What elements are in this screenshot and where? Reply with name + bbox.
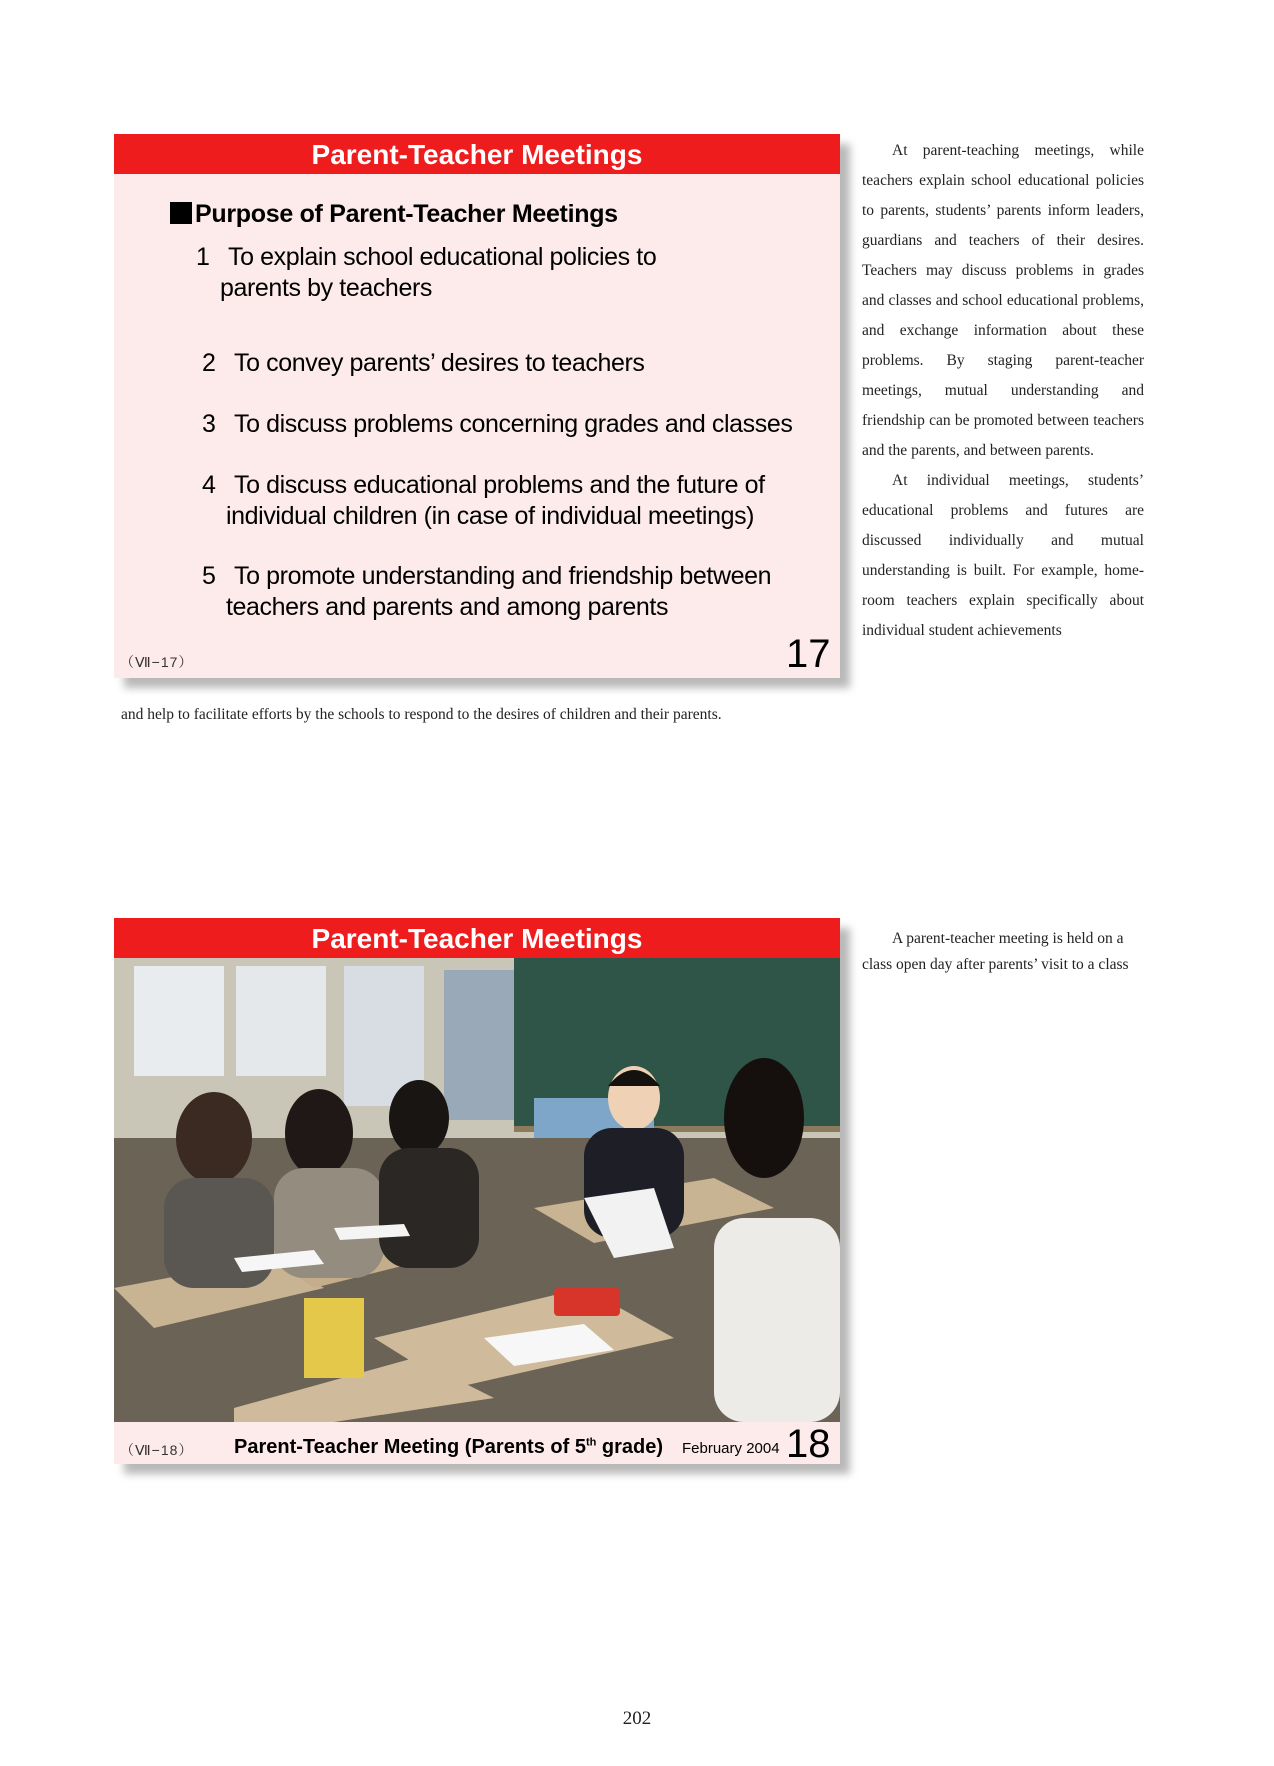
purpose-item-text: To promote understanding and friendship between (234, 562, 772, 590)
square-bullet-icon (170, 202, 192, 224)
slide-number: 17 (786, 632, 831, 676)
side-text-17 (862, 136, 1144, 646)
meeting-photo-illustration (114, 958, 840, 1422)
purpose-item-4 (202, 470, 765, 532)
purpose-item-text: To discuss educational problems and the future of (234, 471, 765, 499)
slide-18 (114, 918, 840, 1464)
photo-caption-text: Parent-Teacher Meeting (Parents of 5 (234, 1436, 586, 1458)
purpose-item-number: 4 (202, 471, 216, 499)
photo-date: February 2004 (682, 1440, 780, 1457)
purpose-item-number: 2 (202, 349, 216, 377)
side-paragraph: A parent-teacher meeting is held on a class open day after parents’ visit to a class (862, 930, 1129, 973)
purpose-item-number: 3 (202, 410, 216, 438)
purpose-item-number: 1 (196, 243, 210, 271)
purpose-item-text-cont: teachers and parents and among parents (226, 593, 669, 621)
purpose-item-text: To explain school educational policies to (228, 243, 657, 271)
slide-17 (114, 134, 840, 678)
side-paragraph: At individual meetings, students’ educational problems and futures are discussed individually and mutual understanding is built. For example, home-room teachers explain specifically about individual student achievements (862, 472, 1144, 639)
purpose-item-number: 5 (202, 562, 216, 590)
photo-caption-superscript: th (585, 1436, 597, 1449)
purpose-item-text: To convey parents’ desires to teachers (234, 349, 645, 377)
photo-caption (234, 1436, 663, 1459)
slide-17-header: Parent-Teacher Meetings (114, 134, 840, 174)
slide-code: （Ⅶ−17） (120, 654, 194, 670)
photo-caption-end: grade) (596, 1436, 664, 1458)
slide-code: （Ⅶ−18） (120, 1442, 194, 1458)
purpose-item-2 (202, 348, 644, 379)
purpose-item-5 (202, 561, 771, 623)
meeting-photo (114, 958, 840, 1422)
page-number: 202 (622, 1708, 652, 1729)
purpose-item-text: To discuss problems concerning grades and classes (234, 410, 793, 438)
purpose-item-1 (196, 242, 656, 304)
continuation-text: and help to facilitate efforts by the schools to respond to the desires of children and their parents. (121, 706, 722, 723)
purpose-heading-text: Purpose of Parent-Teacher Meetings (195, 200, 618, 228)
slide-number: 18 (786, 1422, 831, 1466)
purpose-item-text-cont: individual children (in case of individual meetings) (226, 502, 755, 530)
purpose-item-text-cont: parents by teachers (220, 274, 432, 302)
side-text-18 (862, 926, 1144, 978)
side-paragraph: At parent-teaching meetings, while teachers explain school educational policies to parents, students’ parents inform leaders, guardians and teachers of their desires. Teachers may discuss problems in grades and classes and school educational problems, and exchange information about these problems. By staging parent-teacher meetings, mutual understanding and friendship can be promoted between teachers and the parents, and between parents. (862, 142, 1144, 459)
purpose-heading (170, 200, 618, 229)
slide-18-header: Parent-Teacher Meetings (114, 918, 840, 958)
purpose-item-3 (202, 409, 792, 440)
